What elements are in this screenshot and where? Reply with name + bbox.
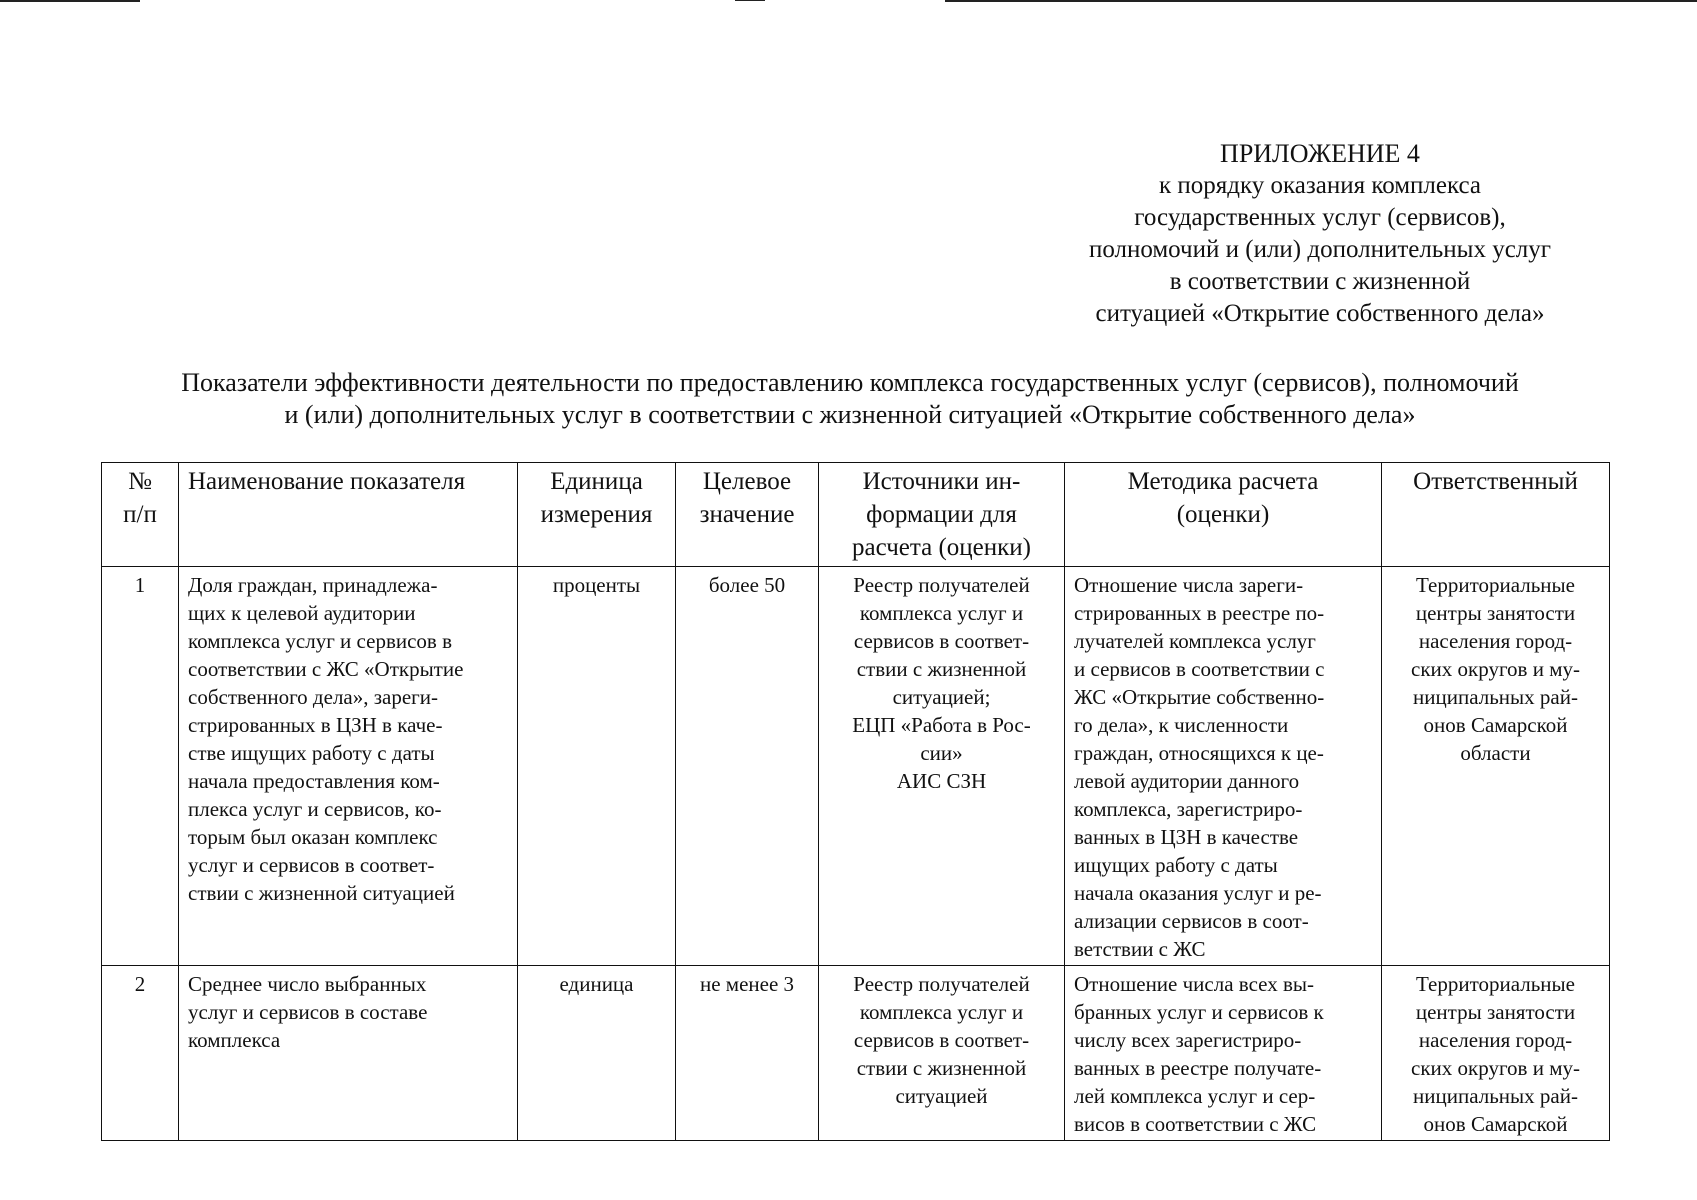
cell-method: Отношение числа всех вы- бранных услуг и сервисов к числу всех зарегистриро- ванных в реестре получате- лей комплекса услуг и сер- висов в соответствии с ЖС bbox=[1065, 966, 1382, 1141]
header-unit: Единица измерения bbox=[518, 463, 676, 567]
document-title-line: и (или) дополнительных услуг в соответствии с жизненной ситуацией «Открытие собственного дела» bbox=[284, 400, 1416, 429]
header-sources: Источники ин- формации для расчета (оценки) bbox=[819, 463, 1065, 567]
appendix-line: полномочий и (или) дополнительных услуг bbox=[1088, 236, 1552, 263]
cell-responsible: Территориальные центры занятости населения город- ских округов и му- ниципальных рай- онов Самарской области bbox=[1382, 567, 1610, 966]
cell-indicator-name: Доля граждан, принадлежа- щих к целевой аудитории комплекса услуг и сервисов в соответствии с ЖС «Открытие собственного дела», зареги- стрированных в ЦЗН в каче- стве ищущих работу с даты начала предоставления ком- плекса услуг и сервисов, ко- торым был оказан комплекс услуг и сервисов в соответ- ствии с жизненной ситуацией bbox=[179, 567, 518, 966]
cell-sources: Реестр получателей комплекса услуг и сервисов в соответ- ствии с жизненной ситуацией bbox=[819, 966, 1065, 1141]
appendix-line: к порядку оказания комплекса bbox=[1158, 172, 1482, 199]
header-method: Методика расчета (оценки) bbox=[1065, 463, 1382, 567]
cell-number: 1 bbox=[102, 567, 179, 966]
cell-target-value: более 50 bbox=[676, 567, 819, 966]
scan-edge-mark-left bbox=[0, 0, 140, 2]
cell-indicator-name: Среднее число выбранных услуг и сервисов в составе комплекса bbox=[179, 966, 518, 1141]
header-responsible: Ответственный bbox=[1382, 463, 1610, 567]
scan-edge-mark-right bbox=[945, 0, 1697, 2]
appendix-block bbox=[1040, 138, 1600, 330]
cell-method: Отношение числа зареги- стрированных в реестре по- лучателей комплекса услуг и сервисов в соответствии с ЖС «Открытие собственно- го дела», к численности граждан, относящихся к це- левой аудитории данного комплекса, зарегистриро- ванных в ЦЗН в качестве ищущих работу с даты начала оказания услуг и ре- ализации сервисов в соот- ветствии с ЖС bbox=[1065, 567, 1382, 966]
table-header-row bbox=[102, 463, 1610, 567]
appendix-line: в соответствии с жизненной bbox=[1169, 268, 1471, 295]
appendix-line: государственных услуг (сервисов), bbox=[1134, 204, 1506, 231]
table-row bbox=[102, 567, 1610, 966]
indicators-table bbox=[101, 462, 1610, 1141]
cell-responsible: Территориальные центры занятости населения город- ских округов и му- ниципальных рай- онов Самарской bbox=[1382, 966, 1610, 1141]
appendix-line: ситуацией «Открытие собственного дела» bbox=[1095, 300, 1545, 327]
cell-unit: единица bbox=[518, 966, 676, 1141]
header-number: № п/п bbox=[102, 463, 179, 567]
document-title bbox=[80, 367, 1620, 431]
cell-target-value: не менее 3 bbox=[676, 966, 819, 1141]
table-row bbox=[102, 966, 1610, 1141]
cell-number: 2 bbox=[102, 966, 179, 1141]
header-target-value: Целевое значение bbox=[676, 463, 819, 567]
cell-unit: проценты bbox=[518, 567, 676, 966]
scan-edge-mark-center bbox=[735, 0, 765, 1]
appendix-heading: ПРИЛОЖЕНИЕ 4 bbox=[1220, 139, 1420, 168]
header-indicator-name: Наименование показателя bbox=[179, 463, 518, 567]
cell-sources: Реестр получателей комплекса услуг и сервисов в соответ- ствии с жизненной ситуацией; ЕЦП «Работа в Рос- сии» АИС СЗН bbox=[819, 567, 1065, 966]
document-title-line: Показатели эффективности деятельности по предоставлению комплекса государственных услуг (сервисов), полномочий bbox=[181, 368, 1519, 397]
